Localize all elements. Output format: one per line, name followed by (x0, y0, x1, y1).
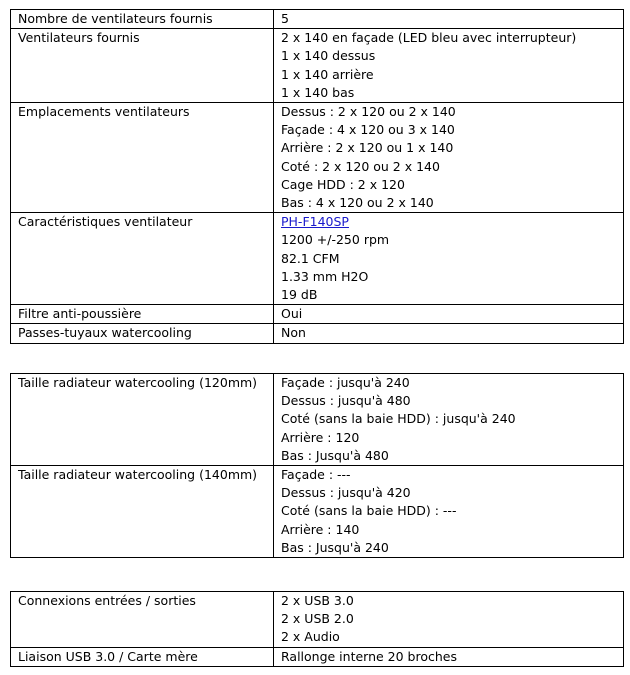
row-value (274, 305, 624, 324)
row-label: Connexions entrées / sorties (11, 592, 274, 648)
value-line: 2 x Audio (281, 629, 340, 645)
value-line: 82.1 CFM (281, 250, 340, 266)
value-line: Bas : 4 x 120 ou 2 x 140 (281, 195, 434, 211)
row-label: Caractéristiques ventilateur (11, 213, 274, 305)
value-line: 1.33 mm H2O (281, 268, 369, 284)
value-line: Rallonge interne 20 broches (281, 648, 458, 664)
row-value (274, 29, 624, 103)
fan-model-link[interactable]: PH-F140SP (281, 214, 349, 230)
table-row (11, 103, 624, 213)
value-line: Façade : 4 x 120 ou 3 x 140 (281, 122, 455, 138)
table-row (11, 374, 624, 466)
value-line: Bas : Jusqu'à 480 (281, 447, 389, 463)
table-row (11, 213, 624, 305)
row-label: Taille radiateur watercooling (140mm) (11, 466, 274, 558)
value-line: Coté (sans la baie HDD) : --- (281, 503, 457, 519)
row-value (274, 213, 624, 305)
table-row (11, 10, 624, 29)
table-row (11, 647, 624, 666)
table-row (11, 29, 624, 103)
value-line (281, 213, 623, 231)
row-value (274, 466, 624, 558)
row-value (274, 10, 624, 29)
connectivity-spec-table (10, 591, 624, 667)
value-line: 19 dB (281, 287, 318, 303)
row-label: Nombre de ventilateurs fournis (11, 10, 274, 29)
fans-spec-table (10, 9, 624, 344)
row-value (274, 592, 624, 648)
radiator-spec-table (10, 373, 624, 558)
value-line: Arrière : 2 x 120 ou 1 x 140 (281, 140, 454, 156)
table-row (11, 324, 624, 343)
value-line: 1 x 140 dessus (281, 48, 376, 64)
value-line: Coté : 2 x 120 ou 2 x 140 (281, 158, 440, 174)
row-value (274, 103, 624, 213)
value-line: 1 x 140 arrière (281, 66, 374, 82)
value-line: 2 x USB 2.0 (281, 611, 354, 627)
table-row (11, 592, 624, 648)
row-label: Emplacements ventilateurs (11, 103, 274, 213)
row-label: Passes-tuyaux watercooling (11, 324, 274, 343)
row-label: Liaison USB 3.0 / Carte mère (11, 647, 274, 666)
value-line: 1 x 140 bas (281, 84, 355, 100)
value-line: Arrière : 140 (281, 521, 360, 537)
value-line: 5 (281, 11, 289, 26)
row-value (274, 647, 624, 666)
value-line: Dessus : jusqu'à 480 (281, 393, 411, 409)
value-line: Façade : --- (281, 467, 351, 483)
row-value (274, 374, 624, 466)
value-line: Cage HDD : 2 x 120 (281, 176, 405, 192)
value-line: 1200 +/-250 rpm (281, 232, 390, 248)
value-line: Coté (sans la baie HDD) : jusqu'à 240 (281, 411, 516, 427)
table-row (11, 305, 624, 324)
value-line: Dessus : jusqu'à 420 (281, 485, 411, 501)
row-label: Taille radiateur watercooling (120mm) (11, 374, 274, 466)
row-label: Filtre anti-poussière (11, 305, 274, 324)
value-line: 2 x USB 3.0 (281, 593, 354, 608)
value-line: Arrière : 120 (281, 429, 360, 445)
value-line: Dessus : 2 x 120 ou 2 x 140 (281, 104, 456, 120)
value-line: Oui (281, 306, 303, 322)
row-value (274, 324, 624, 343)
value-line: Bas : Jusqu'à 240 (281, 539, 389, 555)
row-label: Ventilateurs fournis (11, 29, 274, 103)
value-line: Façade : jusqu'à 240 (281, 375, 410, 390)
value-line: 2 x 140 en façade (LED bleu avec interrupteur) (281, 30, 577, 46)
table-row (11, 466, 624, 558)
value-line: Non (281, 325, 306, 341)
